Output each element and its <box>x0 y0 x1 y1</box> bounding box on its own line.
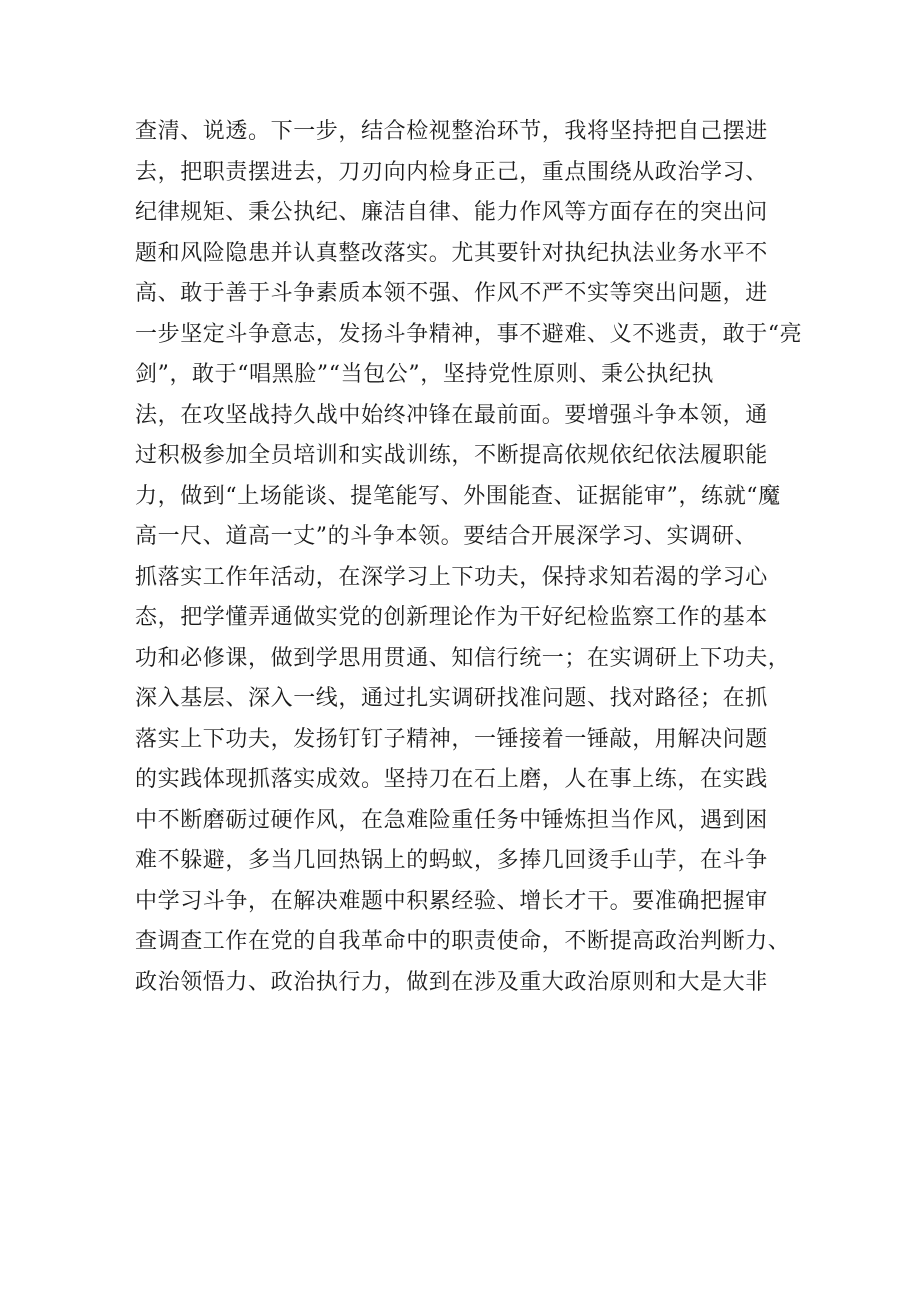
text-line: 深入基层、深入一线，通过扎实调研找准问题、找对路径；在抓 <box>135 686 768 711</box>
text-line: 题和风险隐患并认真整改落实。尤其要针对执纪执法业务水平不 <box>135 240 768 266</box>
text-line: 功和必修课，做到学思用贯通、知信行统一；在实调研上下功夫， <box>135 645 791 671</box>
text-line: 查调查工作在党的自我革命中的职责使命，不断提高政治判断力、 <box>135 929 791 954</box>
text-line: 高、敢于善于斗争素质本领不强、作风不严不实等突出问题，进 <box>135 281 768 306</box>
text-line: 抓落实工作年活动，在深学习上下功夫，保持求知若渴的学习心 <box>135 564 768 590</box>
text-line: 态，把学懂弄通做实党的创新理论作为干好纪检监察工作的基本 <box>135 605 768 630</box>
text-line: 的实践体现抓落实成效。坚持刀在石上磨，人在事上练，在实践 <box>135 767 768 792</box>
text-line: 纪律规矩、秉公执纪、廉洁自律、能力作风等方面存在的突出问 <box>135 200 768 225</box>
text-line: 难不躲避，多当几回热锅上的蚂蚁，多捧几回烫手山芋，在斗争 <box>135 848 768 873</box>
body-paragraph <box>135 112 825 1003</box>
text-line: 查清、说透。下一步，结合检视整治环节，我将坚持把自己摆进 <box>135 119 768 144</box>
text-line: 过积极参加全员培训和实战训练，不断提高依规依纪依法履职能 <box>135 443 768 468</box>
text-line: 力，做到“上场能谈、提笔能写、外围能查、证据能审”，练就“魔 <box>135 483 781 509</box>
text-line: 中学习斗争，在解决难题中积累经验、增长才干。要准确把握审 <box>135 888 768 914</box>
text-line: 法，在攻坚战持久战中始终冲锋在最前面。要增强斗争本领，通 <box>135 402 768 428</box>
text-line: 一步坚定斗争意志，发扬斗争精神，事不避难、义不逃责，敢于“亮 <box>135 321 803 347</box>
text-line: 高一尺、道高一丈”的斗争本领。要结合开展深学习、实调研、 <box>135 524 758 549</box>
text-line: 中不断磨砺过硬作风，在急难险重任务中锤炼担当作风，遇到困 <box>135 807 768 833</box>
text-line: 剑”，敢于“唱黑脸”“当包公”，坚持党性原则、秉公执纪执 <box>135 362 715 387</box>
text-line: 落实上下功夫，发扬钉钉子精神，一锤接着一锤敲，用解决问题 <box>135 726 768 752</box>
text-line: 政治领悟力、政治执行力，做到在涉及重大政治原则和大是大非 <box>135 969 768 995</box>
text-line: 去，把职责摆进去，刀刃向内检身正己，重点围绕从政治学习、 <box>135 159 768 185</box>
